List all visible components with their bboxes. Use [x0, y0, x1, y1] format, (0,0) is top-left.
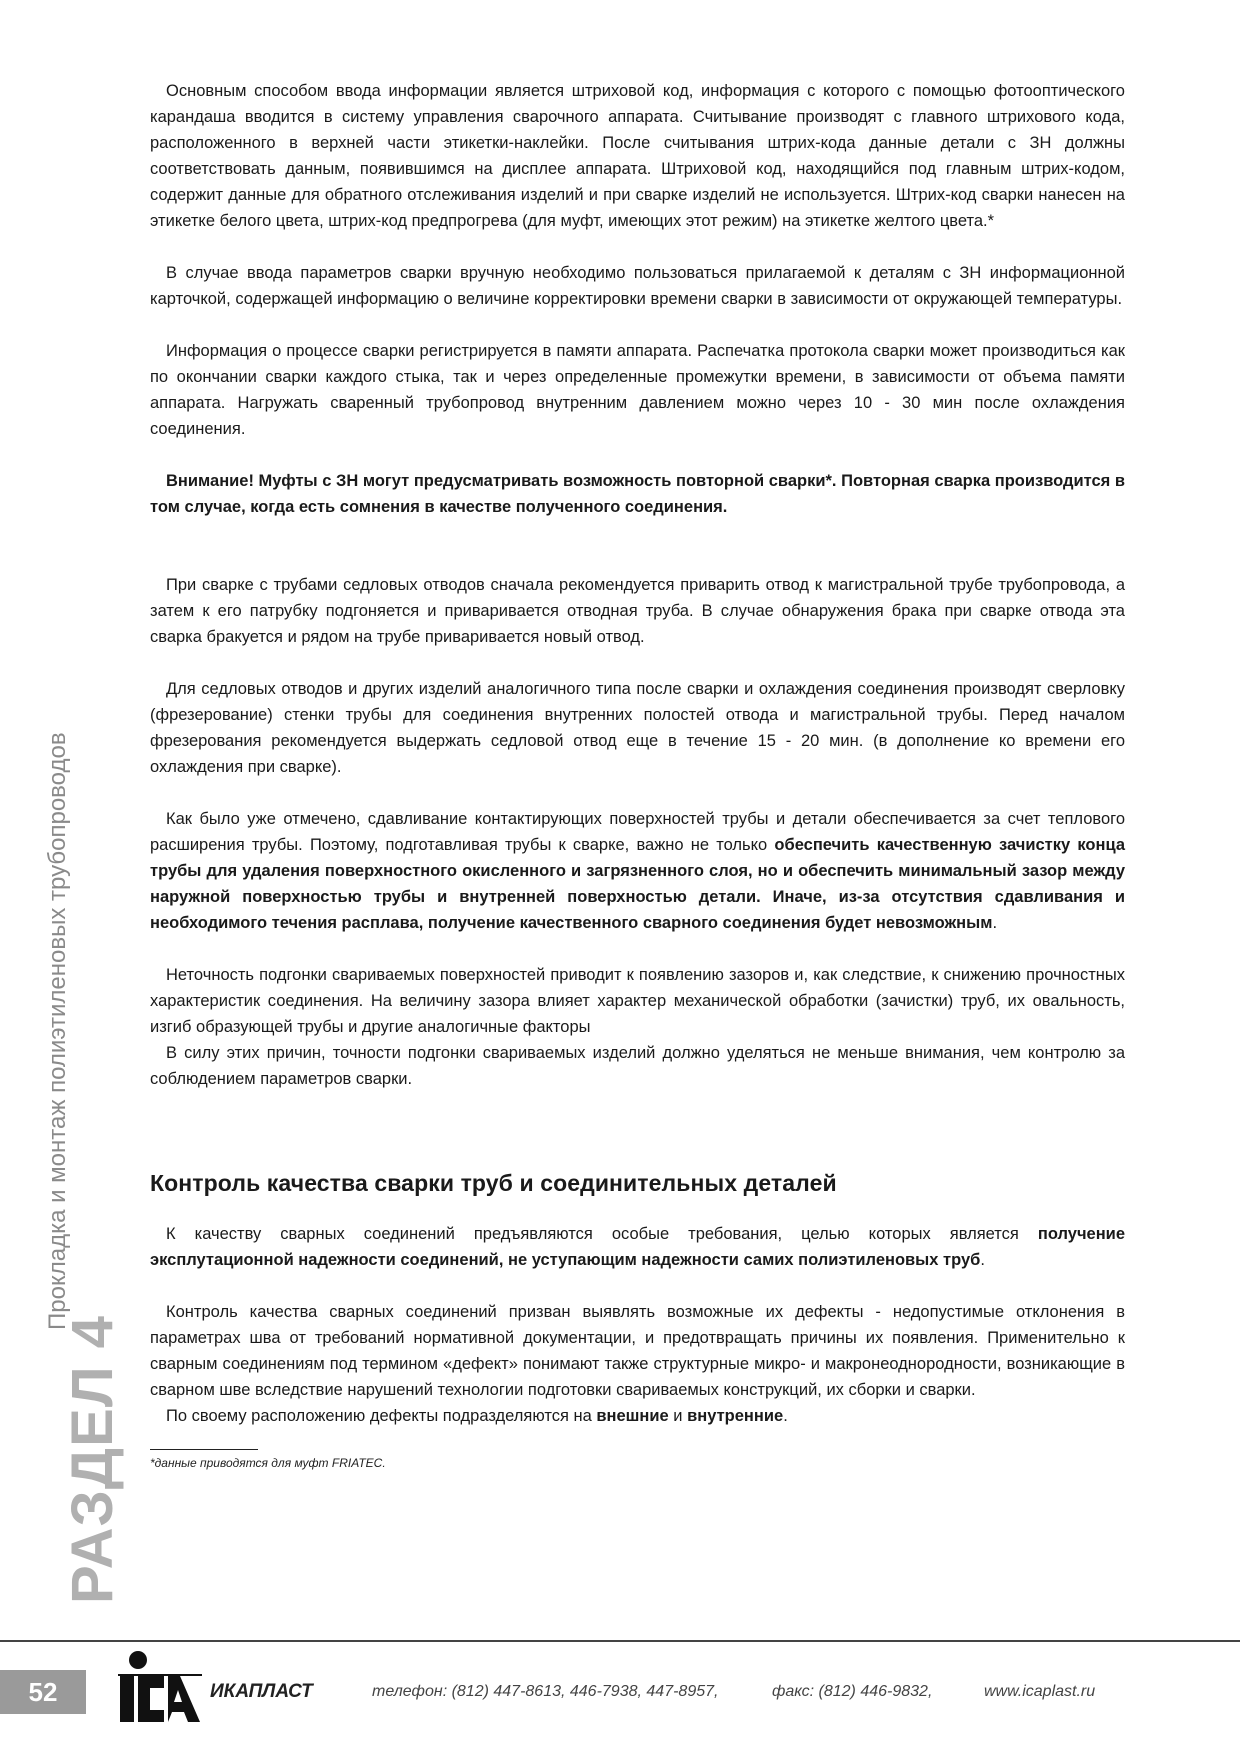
paragraph-quality-text: К качеству сварных соединений предъявляются особые требования, целью которых является — [166, 1225, 1038, 1243]
footnote: *данные приводятся для муфт FRIATEC. — [150, 1456, 386, 1470]
paragraph-defect-types-text: По своему расположению дефекты подразделяются на — [166, 1407, 597, 1425]
paragraph-compression-text: Как было уже отмечено, сдавливание контактирующих поверхностей трубы и детали обеспечивается за счет теплового расширения трубы. Поэтому, подготавливая трубы к сварке, важно не только — [150, 810, 1125, 854]
paragraph-compression-end: . — [992, 914, 998, 932]
paragraph-quality-end: . — [980, 1251, 985, 1269]
brand-name: ИКАПЛАСТ — [210, 1681, 313, 1702]
page-content — [150, 78, 1125, 1470]
paragraph-barcode: Основным способом ввода информации является штриховой код, информация с которого с помощью фотооптического карандаша вводится в систему управления сварочного аппарата. Считывание производят с главного штрихового кода, расположенного в верхней части этикетки-наклейки. После считывания штрих-кода данные детали с ЗН должны соответствовать данным, появившимся на дисплее аппарата. Штриховой код, находящийся под главным штрих-кодом, содержит данные для обратного отслеживания изделий и при сварке изделий не используется. Штрих-код сварки нанесен на этикетке белого цвета, штрих-код предпрогрева (для муфт, имеющих этот режим) на этикетке желтого цвета.* — [150, 82, 1125, 230]
section-heading: Контроль качества сварки труб и соединительных деталей — [150, 1170, 837, 1196]
paragraph-drilling: Для седловых отводов и других изделий аналогичного типа после сварки и охлаждения соединения производят сверловку (фрезерование) стенки трубы для соединения внутренних полостей отвода и магистральной трубы. Перед началом фрезерования рекомендуется выдержать седловой отвод еще в течение 15 - 20 мин. (в дополнение ко времени его охлаждения при сварке). — [150, 680, 1125, 776]
page-number: 52 — [0, 1670, 86, 1714]
defect-internal: внутренние — [687, 1407, 784, 1425]
defect-external: внешние — [596, 1407, 669, 1425]
paragraph-fitting-attention: В силу этих причин, точности подгонки свариваемых изделий должно уделяться не меньше внимания, чем контролю за соблюдением параметров сварки. — [150, 1044, 1125, 1088]
ica-logo-icon — [116, 1650, 202, 1726]
contact-phone: телефон: (812) 447-8613, 446-7938, 447-8957, — [372, 1683, 719, 1700]
section-label: РАЗДЕЛ 4 — [60, 1315, 125, 1604]
website-link[interactable]: www.icaplast.ru — [984, 1683, 1096, 1700]
paragraph-saddle-welding: При сварке с трубами седловых отводов сначала рекомендуется приварить отвод к магистральной трубе трубопровода, а затем к его патрубку подгоняется и приваривается отводная труба. В случае обнаружения брака при сварке отвода эта сварка бракуется и рядом на трубе приваривается новый отвод. — [150, 576, 1125, 646]
paragraph-warning: Внимание! Муфты с ЗН могут предусматривать возможность повторной сварки*. Повторная сварка производится в том случае, когда есть сомнения в качестве полученного соединения. — [150, 472, 1125, 516]
paragraph-compression-emphasis: обеспечить качественную зачистку конца трубы для удаления поверхностного окисленного и загрязненного слоя, но и обеспечить минимальный зазор между наружной поверхностью трубы и внутренней поверхностью детали. Иначе, из-за отсутствия сдавливания и необходимого течения расплава, получение качественного сварного соединения будет невозможным — [150, 836, 1125, 932]
paragraph-defect-types-end: . — [783, 1407, 788, 1425]
paragraph-defect-types — [150, 1403, 1125, 1429]
contact-fax: факс: (812) 446-9832, — [772, 1683, 933, 1700]
paragraph-quality-requirements — [150, 1221, 1125, 1273]
footnote-divider — [150, 1449, 258, 1450]
paragraph-gaps: Неточность подгонки свариваемых поверхностей приводит к появлению зазоров и, как следствие, к снижению прочностных характеристик соединения. На величину зазора влияет характер механической обработки (зачистки) труб, их овальность, изгиб образующей трубы и другие аналогичные факторы — [150, 966, 1125, 1036]
section-title: Прокладка и монтаж полиэтиленовых трубопроводов — [44, 732, 71, 1330]
paragraph-manual-input: В случае ввода параметров сварки вручную необходимо пользоваться прилагаемой к деталям с ЗН информационной карточкой, содержащей информацию о величине корректировки времени сварки в зависимости от окружающей температуры. — [150, 264, 1125, 308]
paragraph-protocol: Информация о процессе сварки регистрируется в памяти аппарата. Распечатка протокола сварки может производиться как по окончании сварки каждого стыка, так и через определенные промежутки времени, в зависимости от объема памяти аппарата. Нагружать сваренный трубопровод внутренним давлением можно через 10 - 30 мин после охлаждения соединения. — [150, 342, 1125, 438]
defect-conjunction: и — [668, 1407, 688, 1425]
footer-divider — [0, 1640, 1240, 1642]
paragraph-quality-emphasis: получение эксплутационной надежности соединений, не уступающим надежности самих полиэтиленовых труб — [150, 1225, 1125, 1269]
paragraph-compression — [150, 806, 1125, 936]
paragraph-defects: Контроль качества сварных соединений призван выявлять возможные их дефекты - недопустимые отклонения в параметрах шва от требований нормативной документации, и предотвращать причины их появления. Применительно к сварным соединениям под термином «дефект» понимают также структурные микро- и макронеоднородности, возникающие в сварном шве вследствие нарушений технологии подготовки свариваемых конструкций, их сборки и сварки. — [150, 1303, 1125, 1399]
